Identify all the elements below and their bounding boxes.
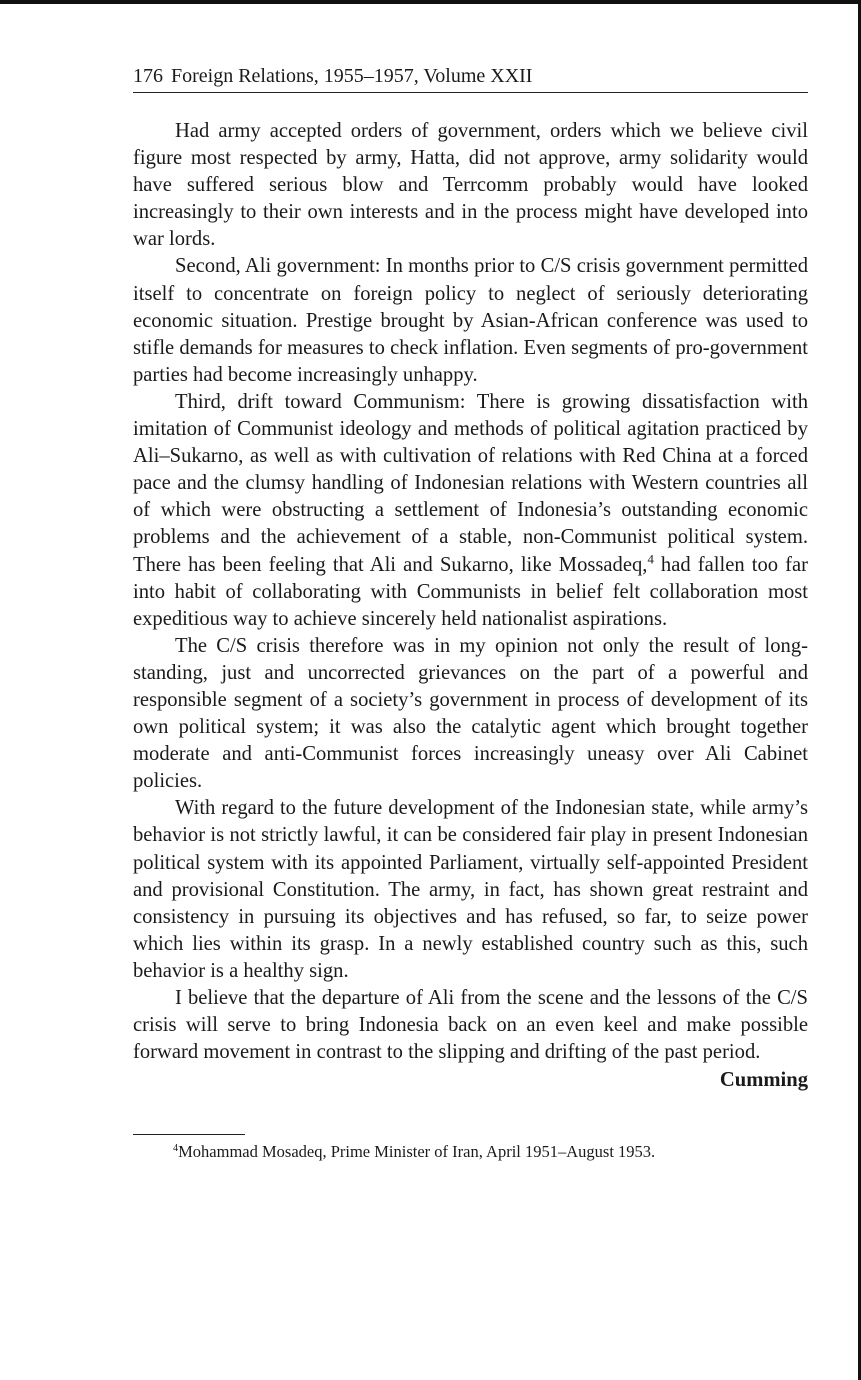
paragraph-2: Second, Ali government: In months prior to C/S crisis government permitted itself to concentrate on foreign policy to neglect of seriously deteriorating economic situation. Prestige brought by Asian-African conference was used to stifle demands for measures to check inflation. Even segments of pro-government parties had become increasingly unhappy. <box>133 255 808 386</box>
footnote-text: Mohammad Mosadeq, Prime Minister of Iran, April 1951–August 1953. <box>178 1142 656 1162</box>
page-border-top <box>0 0 861 4</box>
paragraph-1: Had army accepted orders of government, orders which we believe civil figure most respected by army, Hatta, did not approve, army solidarity would have suffered serious blow and Terrcomm probably would have looked increasingly to their own interests and in the process might have developed into war lords. <box>133 120 808 251</box>
signature: Cumming <box>719 1069 808 1092</box>
paragraph-6: I believe that the departure of Ali from the scene and the lessons of the C/S crisis will serve to bring Indonesia back on an even keel and make possible forward movement in contrast to the slipping and drifting of the past period. <box>133 987 808 1064</box>
running-header <box>133 62 808 93</box>
paragraph-3-continuation: had fallen too far into habit of collaborating with Communists in belief felt collaboration most expeditious way to achieve sincerely held nationalist aspirations. <box>133 553 808 630</box>
footnote <box>133 1141 808 1163</box>
footnote-reference: 4 <box>647 551 654 566</box>
body-text <box>133 118 808 1094</box>
paragraph-3 <box>133 389 808 633</box>
page-number: 176 <box>133 65 163 87</box>
paragraph-4: The C/S crisis therefore was in my opinion not only the result of long-standing, just and uncorrected grievances on the part of a powerful and responsible segment of a society’s government in process of development of its own political system; it was also the catalytic agent which brought together moderate and anti-Communist forces increasingly uneasy over Ali Cabinet policies. <box>133 634 808 793</box>
paragraph-5: With regard to the future development of the Indonesian state, while army’s behavior is not strictly lawful, it can be considered fair play in present Indonesian political system with its appointed Parliament, virtually self-appointed President and provisional Constitution. The army, in fact, has shown great restraint and consistency in pursuing its objectives and has refused, so far, to seize power which lies within its grasp. In a newly established country such as this, such behavior is a healthy sign. <box>133 797 808 982</box>
running-title: Foreign Relations, 1955–1957, Volume XXII <box>171 65 533 87</box>
paragraph-3-text: Third, drift toward Communism: There is growing dissatisfaction with imitation of Communist ideology and methods of political agitation practiced by Ali–Sukarno, as well as with cultivation of relations with Red China at a forced pace and the clumsy handling of Indonesian relations with Western countries all of which were obstructing a settlement of Indonesia’s outstanding economic problems and the achievement of a stable, non-Communist political system. There has been feeling that Ali and Sukarno, like Mossadeq, <box>133 390 808 576</box>
footnote-divider <box>133 1134 245 1135</box>
document-page <box>133 62 808 1163</box>
footnote-number: 4 <box>173 1143 179 1155</box>
